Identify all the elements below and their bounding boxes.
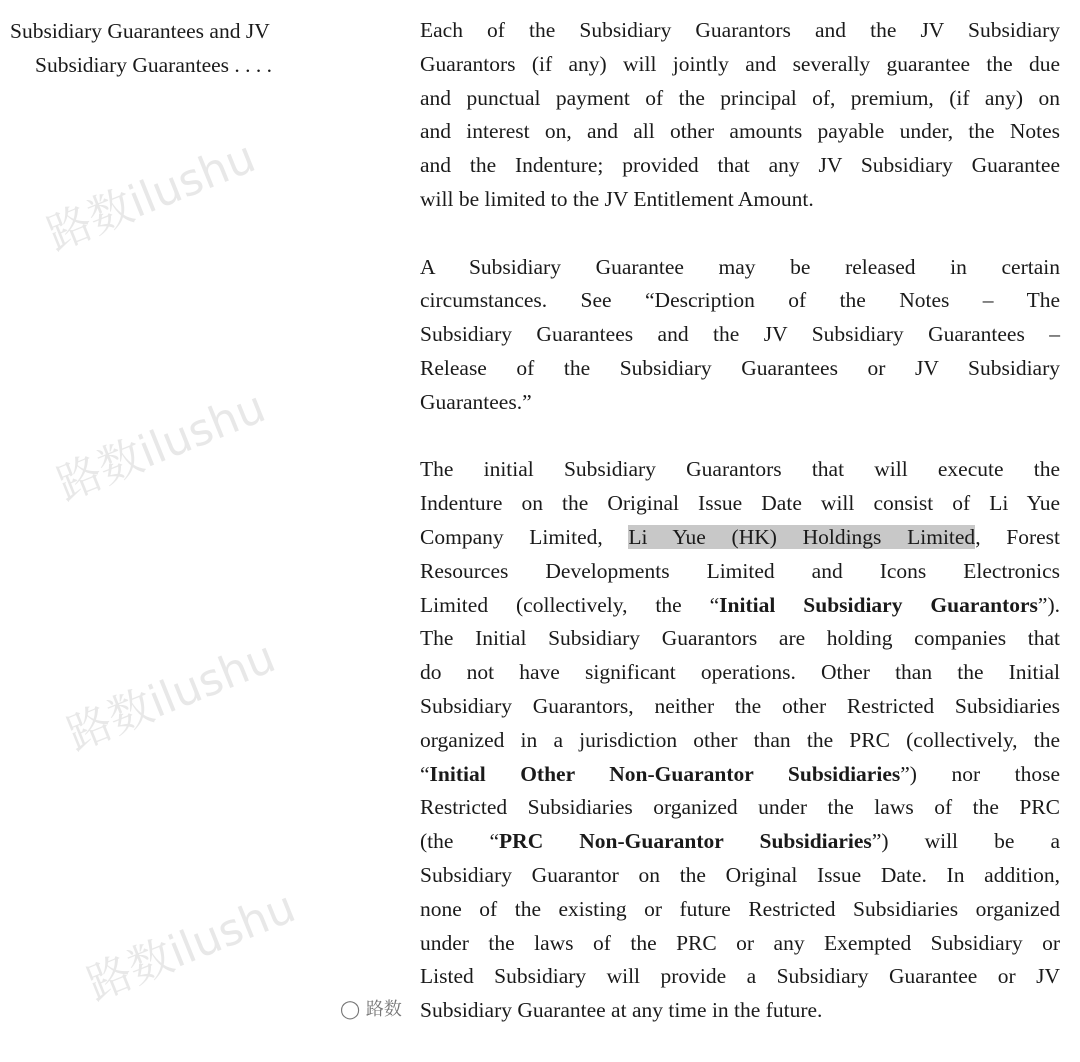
text-segment: Limited (collectively, the “ xyxy=(420,592,720,617)
highlighted-text: Li Yue (HK) Holdings Limited xyxy=(628,524,976,549)
paragraph xyxy=(420,14,1060,217)
text-line xyxy=(420,622,1060,656)
wechat-logo-watermark: ◯ 路数 xyxy=(340,999,402,1020)
text-line xyxy=(420,825,1060,859)
text-line xyxy=(420,48,1060,82)
text-segment: do not have significant operations. Other than the Initial xyxy=(420,660,1060,685)
text-segment: A Subsidiary Guarantee may be released in certain xyxy=(420,254,1060,279)
text-line xyxy=(420,82,1060,116)
text-segment: Subsidiary Guarantee at any time in the future. xyxy=(420,998,823,1023)
text-line xyxy=(420,791,1060,825)
text-line xyxy=(420,149,1060,183)
text-segment: Indenture on the Original Issue Date will consist of Li Yue xyxy=(420,491,1060,516)
text-segment: Company Limited, xyxy=(420,524,629,549)
text-segment: , Forest xyxy=(975,524,1060,549)
text-line xyxy=(420,690,1060,724)
text-segment: and punctual payment of the principal of, premium, (if any) on xyxy=(420,85,1060,110)
text-segment: “ xyxy=(420,761,430,786)
paragraph xyxy=(420,251,1060,420)
watermark: 路数ilushu xyxy=(80,881,303,1011)
text-segment: none of the existing or future Restricted Subsidiaries organized xyxy=(420,896,1060,921)
text-segment: under the laws of the PRC or any Exempted Subsidiary or xyxy=(420,930,1060,955)
watermark: 路数ilushu xyxy=(40,131,263,261)
text-line xyxy=(420,284,1060,318)
text-line xyxy=(420,251,1060,285)
text-segment: ”) nor those xyxy=(900,761,1060,786)
watermark: 路数ilushu xyxy=(50,381,273,511)
text-segment: Restricted Subsidiaries organized under the laws of the PRC xyxy=(420,795,1060,820)
section-heading-line: Subsidiary Guarantees . . . . xyxy=(35,53,273,77)
text-line xyxy=(420,893,1060,927)
text-line xyxy=(420,555,1060,589)
text-segment: circumstances. See “Description of the Notes – The xyxy=(420,288,1060,313)
text-segment: organized in a jurisdiction other than the PRC (collectively, the xyxy=(420,727,1060,752)
text-segment: ”) will be a xyxy=(871,829,1060,854)
text-segment: The Initial Subsidiary Guarantors are holding companies that xyxy=(420,626,1060,651)
text-segment: Release of the Subsidiary Guarantees or JV Subsidiary xyxy=(420,355,1060,380)
text-segment: Each of the Subsidiary Guarantors and the JV Subsidiary xyxy=(420,18,1060,42)
text-segment: The initial Subsidiary Guarantors that will execute the xyxy=(420,457,1060,482)
text-line xyxy=(420,521,1060,555)
defined-term: PRC Non-Guarantor Subsidiaries xyxy=(499,829,872,854)
section-heading-line: Subsidiary Guarantees and JV xyxy=(10,19,270,43)
defined-term: Initial Subsidiary Guarantors xyxy=(719,592,1038,617)
text-line xyxy=(420,927,1060,961)
text-line xyxy=(420,994,1060,1028)
logo-text: 路数 xyxy=(365,999,402,1020)
text-segment: Subsidiary Guarantors, neither the other Restricted Subsidiaries xyxy=(420,693,1060,718)
text-segment: and the Indenture; provided that any JV Subsidiary Guarantee xyxy=(420,153,1060,178)
text-segment: (the “ xyxy=(420,829,500,854)
text-segment: Guarantors (if any) will jointly and severally guarantee the due xyxy=(420,51,1060,76)
text-line xyxy=(420,960,1060,994)
text-segment: ”). xyxy=(1037,592,1060,617)
section-body xyxy=(420,14,1060,1062)
text-segment: will be limited to the JV Entitlement Amount. xyxy=(420,186,814,211)
text-line xyxy=(420,487,1060,521)
text-segment: Listed Subsidiary will provide a Subsidiary Guarantee or JV xyxy=(420,964,1060,989)
text-line xyxy=(420,183,1060,217)
text-line xyxy=(420,758,1060,792)
text-segment: Guarantees.” xyxy=(420,389,532,414)
text-line xyxy=(420,859,1060,893)
text-line xyxy=(420,656,1060,690)
text-segment: Resources Developments Limited and Icons Electronics xyxy=(420,558,1060,583)
text-line xyxy=(420,724,1060,758)
watermark: 路数ilushu xyxy=(60,631,283,761)
text-line xyxy=(420,352,1060,386)
text-line xyxy=(420,318,1060,352)
text-line xyxy=(420,386,1060,420)
defined-term: Initial Other Non-Guarantor Subsidiaries xyxy=(429,761,901,786)
paragraph xyxy=(420,453,1060,1028)
text-segment: Subsidiary Guarantees and the JV Subsidiary Guarantees – xyxy=(420,322,1060,347)
text-line xyxy=(420,14,1060,48)
text-line xyxy=(420,589,1060,623)
section-heading xyxy=(10,14,272,82)
text-line xyxy=(420,453,1060,487)
text-segment: and interest on, and all other amounts payable under, the Notes xyxy=(420,119,1060,144)
text-segment: Subsidiary Guarantor on the Original Issue Date. In addition, xyxy=(420,862,1060,887)
text-line xyxy=(420,115,1060,149)
